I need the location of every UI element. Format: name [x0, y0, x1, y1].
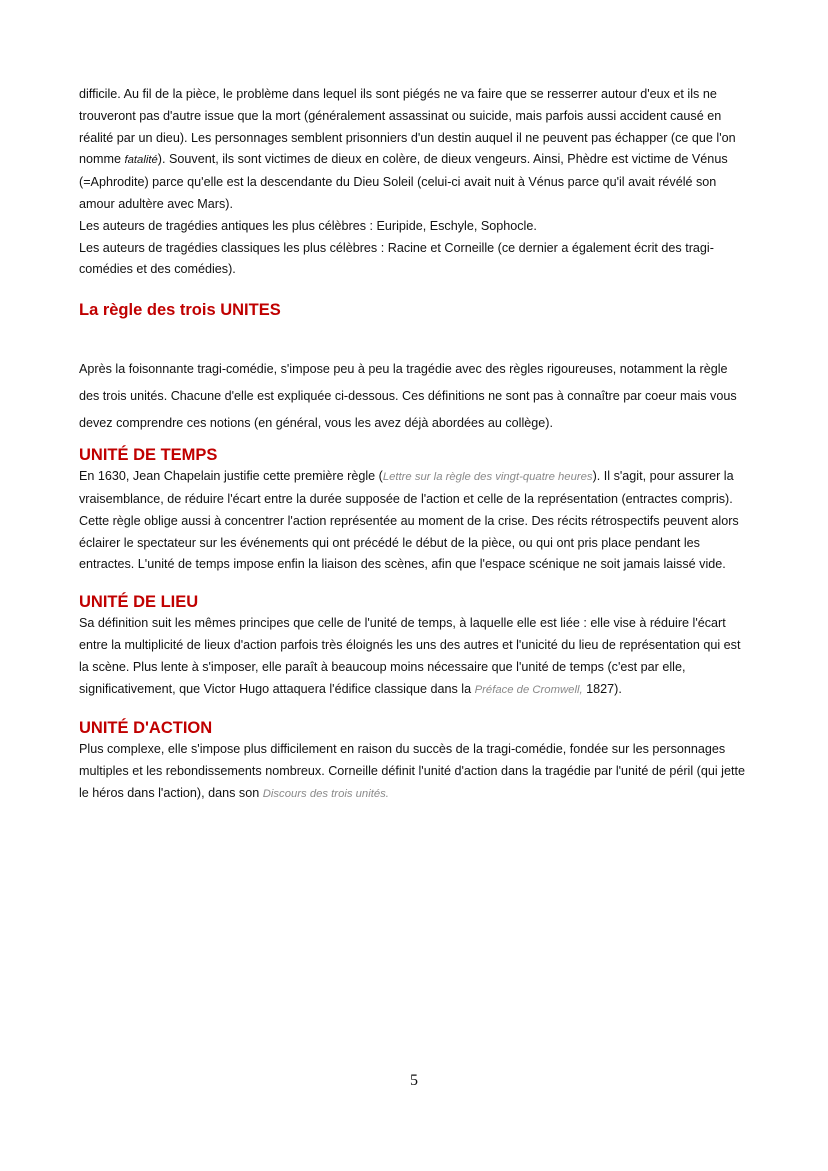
page-number: 5 [410, 1072, 418, 1089]
document-body [79, 84, 749, 806]
unity-time-paragraph: En 1630, Jean Chapelain justifie cette première règle (Lettre sur la règle des vingt-quatre heures). Il s'agit, pour assurer la vraisemblance, de réduire l'écart entre la durée supposée de l'action et celle de la représentation (entractes compris). Cette règle oblige aussi à concentrer l'action représentée au moment de la crise. Des récits rétrospectifs peuvent alors éclairer le spectateur sur les événements qui ont précédé le début de la pièce, ou qui ont pris place pendant les entractes. L'unité de temps impose enfin la liaison des scènes, afin que l'espace scénique ne soit jamais laissé vide. [79, 469, 739, 572]
unity-place-heading: UNITÉ DE LIEU [79, 593, 199, 612]
rule-intro-paragraph: Après la foisonnante tragi-comédie, s'impose peu à peu la tragédie avec des règles rigoureuses, notamment la règle des trois unités. Chacune d'elle est expliquée ci-dessous. Ces définitions ne sont pas à connaître par coeur mais vous devez comprendre ces notions (en général, vous les avez déjà abordées au collège). [79, 362, 737, 431]
discours-title: Discours des trois unités. [262, 787, 389, 800]
unity-place-paragraph: Sa définition suit les mêmes principes que celle de l'unité de temps, à laquelle elle est liée : elle vise à réduire l'écart entre la multiplicité de lieux d'action parfois très éloignés les uns des autres et l'unicité du lieu de représentation qui est la scène. Plus lente à s'imposer, elle paraît à beaucoup moins nécessaire que l'unité de temps (c'est par elle, significativement, que Victor Hugo attaquera l'édifice classique dans la Préface de Cromwell, 1827). [79, 616, 741, 696]
ancient-authors-line: Les auteurs de tragédies antiques les plus célèbres : Euripide, Eschyle, Sophocle. [79, 218, 537, 233]
rule-heading: La règle des trois UNITES [79, 301, 281, 320]
classical-authors-line: Les auteurs de tragédies classiques les plus célèbres : Racine et Corneille (ce dernier a également écrit des tragi-comédies et des comédies). [79, 240, 714, 277]
cromwell-preface-title: Préface de Cromwell, [474, 683, 583, 696]
chapelain-letter-title: Lettre sur la règle des vingt-quatre heures [382, 471, 593, 484]
unity-action-paragraph: Plus complexe, elle s'impose plus difficilement en raison du succès de la tragi-comédie, fondée sur les personnages multiples et les rebondissements nombreux. Corneille définit l'unité d'action dans la tragédie par l'unité de péril (qui jette le héros dans l'action), dans son Discours des trois unités. [79, 742, 745, 800]
intro-paragraph: difficile. Au fil de la pièce, le problème dans lequel ils sont piégés ne va faire que se resserrer autour d'eux et ils ne trouveront pas d'autre issue que la mort (généralement assassinat ou suicide, mais parfois aussi accident causé en réalité par un dieu). Les personnages semblent prisonniers d'un destin auquel il ne peuvent pas échapper (ce que l'on nomme fatalité). Souvent, ils sont victimes de dieux en colère, de dieux vengeurs. Ainsi, Phèdre est victime de Vénus (=Aphrodite) parce qu'elle est la descendante du Dieu Soleil (celui-ci avait nuit à Vénus parce qu'il avait révélé son amour adultère avec Mars). [79, 87, 736, 211]
fatalite-term: fatalité [124, 154, 158, 167]
unity-time-heading: UNITÉ DE TEMPS [79, 446, 218, 465]
unity-action-heading: UNITÉ D'ACTION [79, 719, 213, 738]
